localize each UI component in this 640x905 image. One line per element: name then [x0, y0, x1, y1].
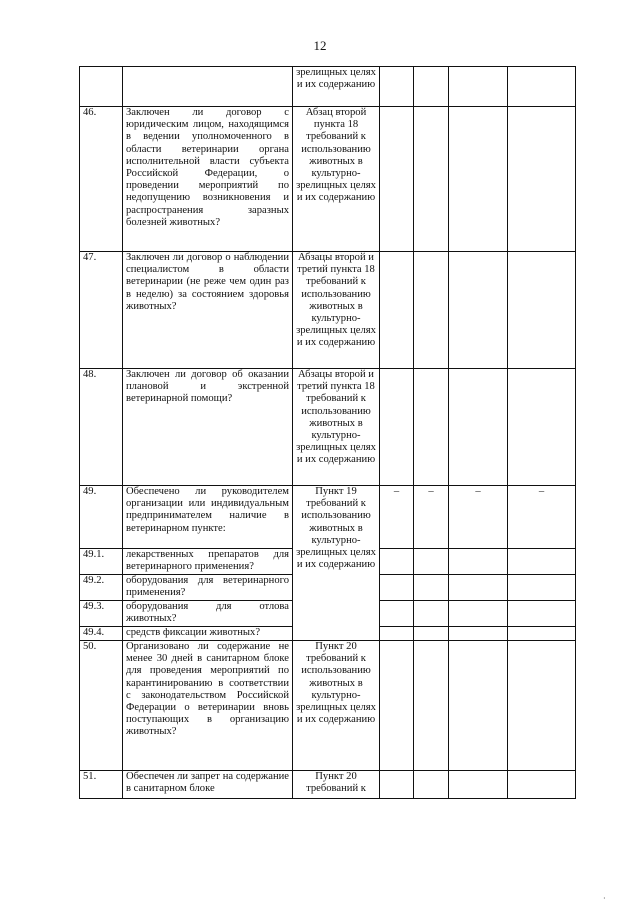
answer-cell	[414, 575, 449, 601]
answer-cell	[380, 601, 414, 627]
question-text: Организовано ли содержание не менее 30 дней в санитарном блоке для проведения мероприятий по карантинированию в соответствии с законодательством Российской Федерации о ветеринарии вновь поступающих в организацию животных?	[123, 641, 293, 771]
row-number: 50.	[80, 641, 123, 771]
answer-cell	[380, 641, 414, 771]
question-text: Заключен ли договор о наблюдении специалистом в области ветеринарии (не реже чем один раз в неделю) за состоянием здоровья животных?	[123, 252, 293, 369]
requirement-reference: зрелищных целях и их содержанию	[293, 67, 380, 107]
question-text: лекарственных препаратов для ветеринарного применения?	[123, 549, 293, 575]
answer-cell	[449, 252, 508, 369]
answer-cell	[414, 369, 449, 486]
answer-cell	[380, 549, 414, 575]
table-row	[80, 67, 576, 107]
answer-cell	[508, 252, 576, 369]
answer-cell	[414, 252, 449, 369]
answer-cell	[449, 575, 508, 601]
row-number	[80, 67, 123, 107]
answer-cell	[414, 67, 449, 107]
row-number: 49.2.	[80, 575, 123, 601]
answer-cell	[380, 369, 414, 486]
answer-cell	[414, 549, 449, 575]
question-text	[123, 67, 293, 107]
answer-cell	[380, 771, 414, 799]
answer-cell	[414, 641, 449, 771]
scan-mark: ·	[603, 894, 606, 903]
answer-cell	[449, 771, 508, 799]
requirement-reference: Абзац второй пункта 18 требований к использованию животных в культурно-зрелищных целях и их содержанию	[293, 107, 380, 252]
row-number: 49.	[80, 486, 123, 549]
row-number: 49.1.	[80, 549, 123, 575]
row-number: 49.4.	[80, 627, 123, 641]
row-number: 48.	[80, 369, 123, 486]
row-number: 46.	[80, 107, 123, 252]
table-row	[80, 107, 576, 252]
question-text: Обеспечен ли запрет на содержание в санитарном блоке	[123, 771, 293, 799]
answer-cell	[508, 641, 576, 771]
answer-cell	[380, 252, 414, 369]
question-text: Заключен ли договор с юридическим лицом, находящимся в ведении уполномоченного в области ветеринарии органа исполнительной власти субъекта Российской Федерации, о проведении мероприятий по недопущению возникновения и распространения заразных болезней животных?	[123, 107, 293, 252]
question-text: Обеспечено ли руководителем организации или индивидуальным предпринимателем наличие в ветеринарном пункте:	[123, 486, 293, 549]
checklist-table	[79, 66, 576, 799]
table-row	[80, 252, 576, 369]
answer-cell	[449, 107, 508, 252]
answer-cell	[449, 601, 508, 627]
question-text: оборудования для ветеринарного применения?	[123, 575, 293, 601]
answer-cell	[508, 67, 576, 107]
answer-cell	[508, 369, 576, 486]
answer-cell	[449, 549, 508, 575]
question-text: Заключен ли договор об оказании плановой и экстренной ветеринарной помощи?	[123, 369, 293, 486]
answer-cell	[414, 601, 449, 627]
answer-cell	[508, 771, 576, 799]
answer-cell	[380, 67, 414, 107]
table-row	[80, 369, 576, 486]
row-number: 47.	[80, 252, 123, 369]
row-number: 51.	[80, 771, 123, 799]
row-number: 49.3.	[80, 601, 123, 627]
table-row	[80, 771, 576, 799]
requirement-reference: Пункт 19 требований к использованию животных в культурно-зрелищных целях и их содержанию	[293, 486, 380, 641]
answer-dash: –	[508, 486, 576, 549]
table-row	[80, 486, 576, 549]
answer-cell	[508, 627, 576, 641]
page-number: 12	[313, 38, 327, 53]
answer-cell	[508, 549, 576, 575]
answer-cell	[414, 771, 449, 799]
question-text: оборудования для отлова животных?	[123, 601, 293, 627]
requirement-reference: Абзацы второй и третий пункта 18 требований к использованию животных в культурно-зрелищных целях и их содержанию	[293, 252, 380, 369]
requirement-reference: Абзацы второй и третий пункта 18 требований к использованию животных в культурно-зрелищных целях и их содержанию	[293, 369, 380, 486]
requirement-reference: Пункт 20 требований к	[293, 771, 380, 799]
answer-cell	[508, 107, 576, 252]
answer-cell	[449, 67, 508, 107]
answer-cell	[380, 575, 414, 601]
answer-dash: –	[449, 486, 508, 549]
table-row	[80, 641, 576, 771]
answer-cell	[380, 627, 414, 641]
answer-cell	[414, 107, 449, 252]
answer-cell	[508, 575, 576, 601]
answer-cell	[380, 107, 414, 252]
answer-cell	[449, 641, 508, 771]
answer-cell	[449, 369, 508, 486]
answer-cell	[508, 601, 576, 627]
answer-dash: –	[380, 486, 414, 549]
question-text: средств фиксации животных?	[123, 627, 293, 641]
requirement-reference: Пункт 20 требований к использованию животных в культурно-зрелищных целях и их содержанию	[293, 641, 380, 771]
answer-dash: –	[414, 486, 449, 549]
answer-cell	[414, 627, 449, 641]
answer-cell	[449, 627, 508, 641]
